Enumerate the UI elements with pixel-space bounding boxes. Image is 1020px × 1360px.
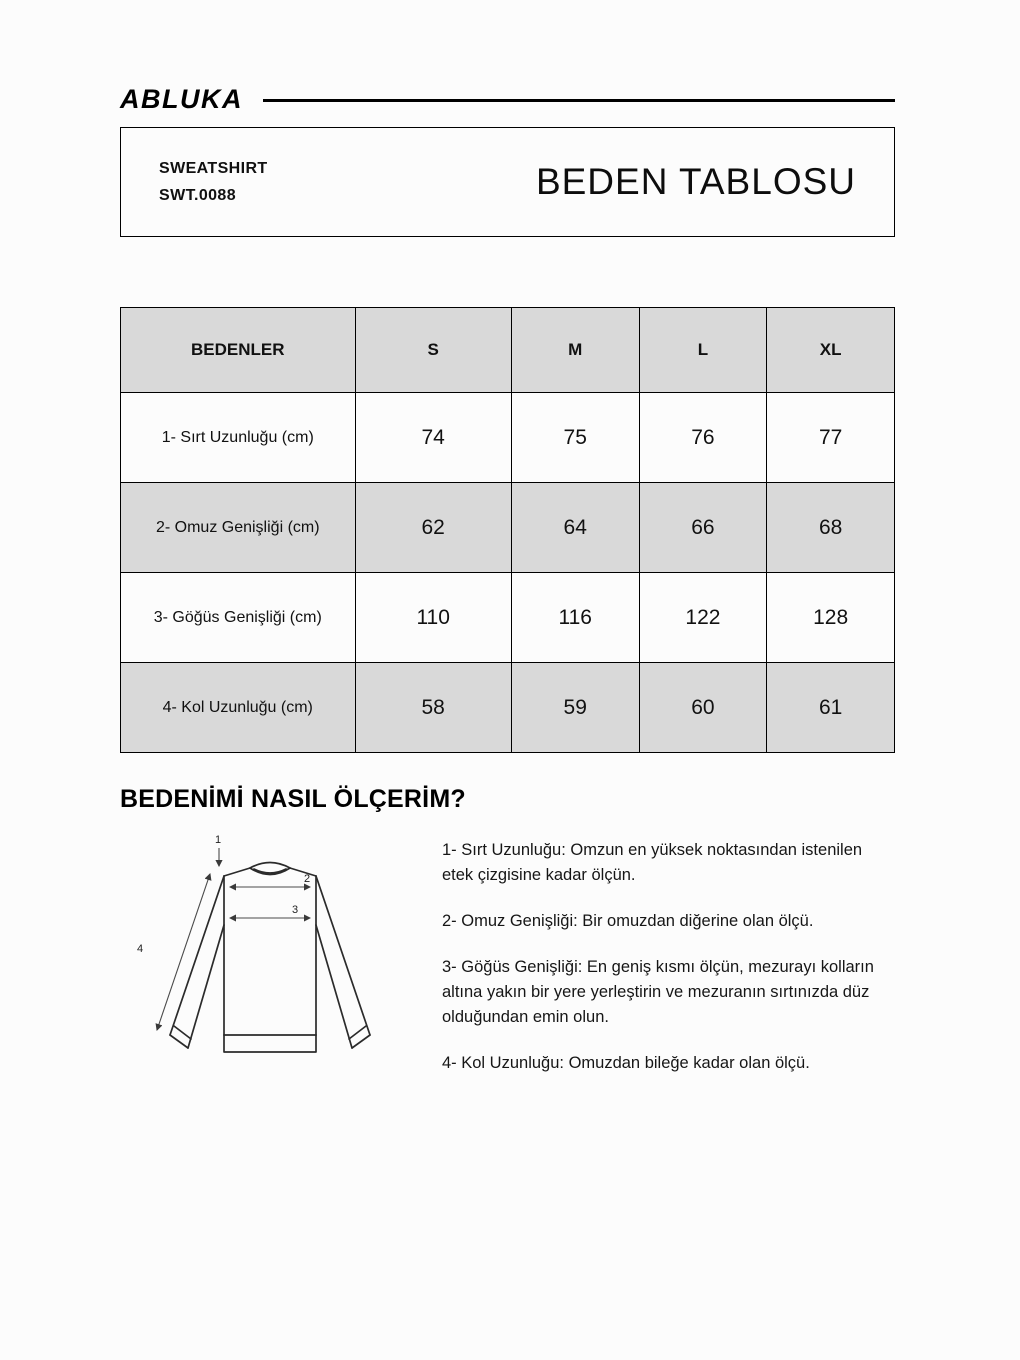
row-label: 1- Sırt Uzunluğu (cm) [121,393,356,483]
cell-value: 74 [355,393,511,483]
cell-value: 116 [511,573,639,663]
table-row [121,573,895,663]
measure-instructions [420,830,895,1107]
cell-value: 68 [767,483,895,573]
header-size-xl: XL [767,308,895,393]
instruction-item: 1- Sırt Uzunluğu: Omzun en yüksek noktasından istenilen etek çizgisine kadar ölçün. [442,841,863,885]
instruction-item: 3- Göğüs Genişliği: En geniş kısmı ölçün, mezurayı kolların altına yakın bir yere yerleştirin ve mezuranın sırtınızda düz olduğundan emin olun. [442,958,874,1027]
measure-heading: BEDENİMİ NASIL ÖLÇERİM? [120,785,466,813]
header-bedenler: BEDENLER [121,308,356,393]
cell-value: 128 [767,573,895,663]
table-row [121,663,895,753]
product-code: SWT.0088 [159,186,237,204]
sweatshirt-diagram [120,830,420,1107]
header-size-s: S [355,308,511,393]
table-row [121,393,895,483]
diagram-label-4: 4 [137,943,144,955]
measurement-arrow-4 [157,874,210,1030]
cell-value: 122 [639,573,767,663]
cell-value: 76 [639,393,767,483]
cell-value: 59 [511,663,639,753]
cell-value: 77 [767,393,895,483]
cell-value: 110 [355,573,511,663]
brand-rule [263,99,895,102]
header-size-l: L [639,308,767,393]
diagram-label-3: 3 [292,904,299,916]
row-label: 3- Göğüs Genişliği (cm) [121,573,356,663]
diagram-label-2: 2 [304,873,311,885]
size-table [120,307,895,753]
diagram-label-1: 1 [215,834,222,846]
header-size-m: M [511,308,639,393]
measure-section [120,830,895,1107]
instruction-item: 2- Omuz Genişliği: Bir omuzdan diğerine olan ölçü. [442,912,814,931]
cell-value: 75 [511,393,639,483]
row-label: 4- Kol Uzunluğu (cm) [121,663,356,753]
brand-logo: ABLUKA [120,84,243,114]
cell-value: 66 [639,483,767,573]
cell-value: 58 [355,663,511,753]
page-title: BEDEN TABLOSU [535,161,856,202]
instruction-item: 4- Kol Uzunluğu: Omuzdan bileğe kadar olan ölçü. [442,1054,810,1073]
product-meta [159,160,268,205]
cell-value: 60 [639,663,767,753]
product-type: SWEATSHIRT [159,159,268,177]
brand-header [120,84,895,115]
measurement-lines [157,848,310,1030]
table-row [121,483,895,573]
sweatshirt-outline [170,863,370,1053]
table-header-row [121,308,895,393]
sweatshirt-diagram-svg [120,830,420,1102]
cell-value: 62 [355,483,511,573]
title-box [120,127,895,237]
cell-value: 61 [767,663,895,753]
row-label: 2- Omuz Genişliği (cm) [121,483,356,573]
cell-value: 64 [511,483,639,573]
